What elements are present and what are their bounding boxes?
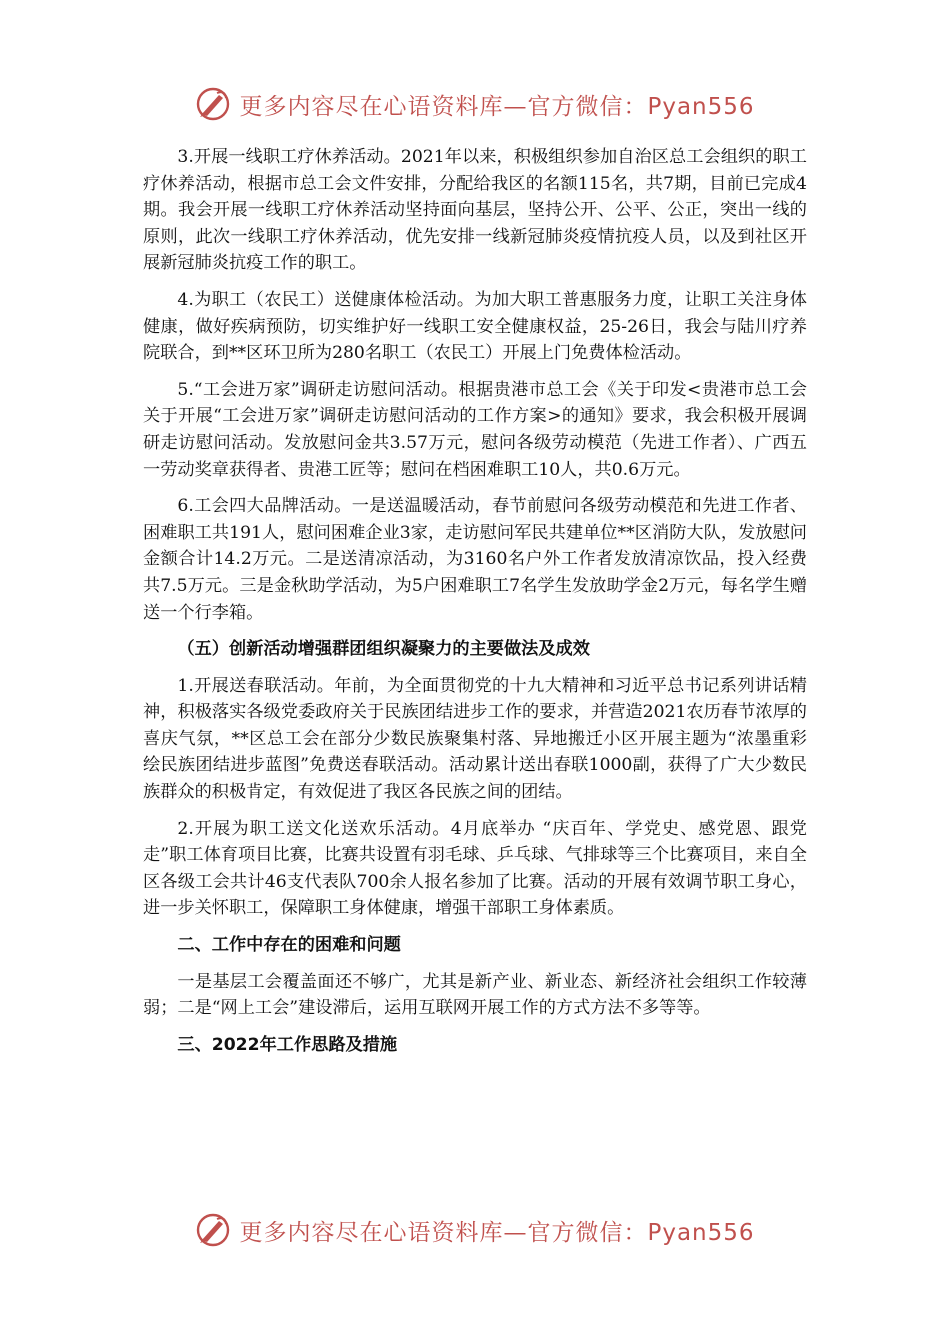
pen-logo-icon (195, 1212, 231, 1248)
banner-text: 更多内容尽在心语资料库—官方微信：Pyan556 (239, 1219, 755, 1246)
banner-text: 更多内容尽在心语资料库—官方微信：Pyan556 (239, 93, 755, 120)
paragraph: 6.工会四大品牌活动。一是送温暖活动，春节前慰问各级劳动模范和先进工作者、困难职工共191人，慰问困难企业3家，走访慰问军民共建单位**区消防大队，发放慰问金额合计14.2万元。二是送清凉活动，为3160名户外工作者发放清凉饮品，投入经费共7.5万元。三是金秋助学活动，为5户困难职工7名学生发放助学金2万元，每名学生赠送一个行李箱。 (143, 496, 807, 623)
paragraph: 4.为职工（农民工）送健康体检活动。为加大职工普惠服务力度，让职工关注身体健康，做好疾病预防，切实维护好一线职工安全健康权益，25-26日，我会与陆川疗养院联合，到**区环卫所为280名职工（农民工）开展上门免费体检活动。 (143, 289, 807, 364)
paragraph: 5.“工会进万家”调研走访慰问活动。根据贵港市总工会《关于印发<贵港市总工会关于开展“工会进万家”调研走访慰问活动的工作方案>的通知》要求，我会积极开展调研走访慰问活动。发放慰问金共3.57万元，慰问各级劳动模范（先进工作者）、广西五一劳动奖章获得者、贵港工匠等；慰问在档困难职工10人，共0.6万元。 (143, 379, 807, 480)
section-heading: 三、2022年工作思路及措施 (177, 1034, 398, 1055)
section-heading: 二、工作中存在的困难和问题 (177, 935, 401, 956)
wechat-id: Pyan556 (647, 93, 755, 120)
paragraph: 3.开展一线职工疗休养活动。2021年以来，积极组织参加自治区总工会组织的职工疗休养活动，根据市总工会文件安排，分配给我区的名额115名，共7期，目前已完成4期。我会开展一线职工疗休养活动坚持面向基层，坚持公开、公平、公正，突出一线的原则，此次一线职工疗休养活动，优先安排一线新冠肺炎疫情抗疫人员，以及到社区开展新冠肺炎抗疫工作的职工。 (143, 147, 807, 274)
header-banner (0, 82, 950, 126)
paragraph: 一是基层工会覆盖面还不够广，尤其是新产业、新业态、新经济社会组织工作较薄弱；二是“网上工会”建设滞后，运用互联网开展工作的方式方法不多等等。 (143, 971, 807, 1019)
paragraph: 1.开展送春联活动。年前，为全面贯彻党的十九大精神和习近平总书记系列讲话精神，积极落实各级党委政府关于民族团结进步工作的要求，并营造2021农历春节浓厚的喜庆气氛，**区总工会在部分少数民族聚集村落、异地搬迁小区开展主题为“浓墨重彩 绘民族团结进步蓝图”免费送春联活动。活动累计送出春联1000副，获得了广大少数民族群众的积极肯定，有效促进了我区各民族之间的团结。 (143, 675, 807, 803)
wechat-id: Pyan556 (647, 1219, 755, 1246)
document-body (143, 144, 807, 1068)
pen-logo-icon (195, 86, 231, 122)
paragraph: 2.开展为职工送文化送欢乐活动。4月底举办 “庆百年、学党史、感党恩、跟党走”职工体育项目比赛，比赛共设置有羽毛球、乒乓球、气排球等三个比赛项目，来自全区各级工会共计46支代表队700余人报名参加了比赛。活动的开展有效调节职工身心，进一步关怀职工，保障职工身体健康，增强干部职工身体素质。 (143, 818, 807, 919)
footer-banner (0, 1208, 950, 1252)
section-heading: （五）创新活动增强群团组织凝聚力的主要做法及成效 (177, 639, 590, 660)
